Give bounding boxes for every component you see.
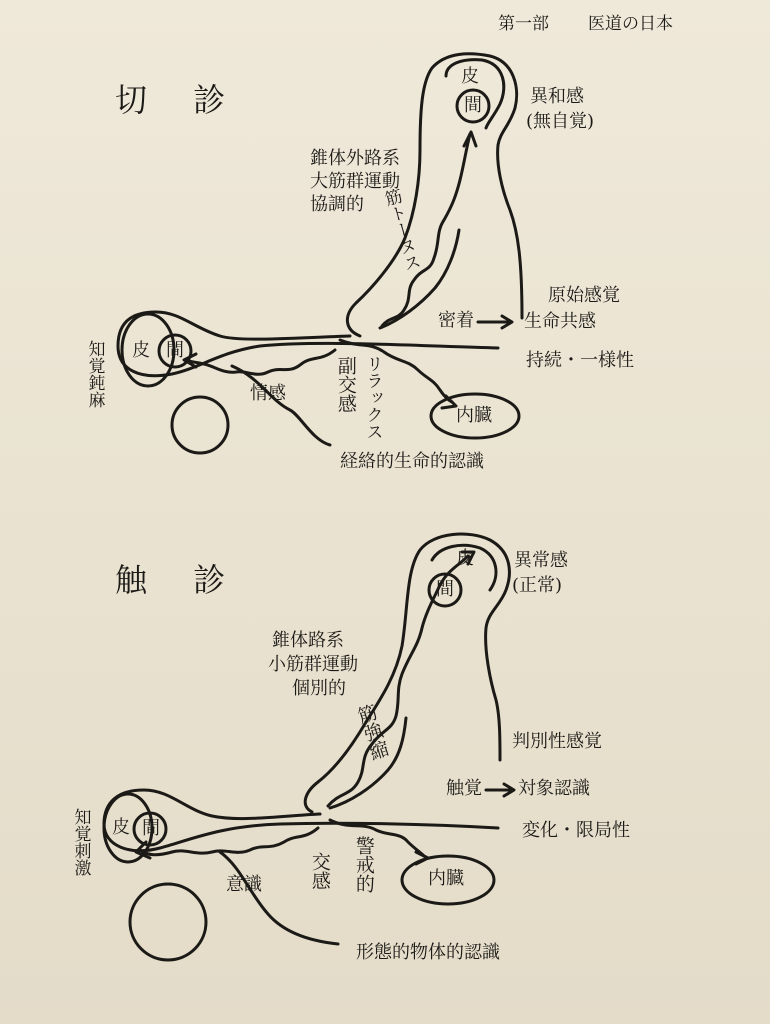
- diagram2-skin-left: 皮: [112, 817, 130, 838]
- diagram1-gap-left: 間: [166, 340, 184, 361]
- diagram1-perception: 知覚鈍麻: [84, 340, 105, 408]
- diagram1-primitive-sense: 原始感覚: [548, 285, 620, 306]
- diagram1-motor-1: 錐体外路系: [310, 148, 400, 169]
- diagram1-viscera: 内臓: [456, 405, 492, 426]
- diagram1-motor-3: 協調的: [310, 194, 364, 215]
- diagram2-object-recognition: 対象認識: [518, 778, 590, 799]
- diagram2-gap-top: 間: [436, 579, 454, 600]
- diagram1-parasympathetic: 副交感: [334, 356, 357, 413]
- diagram2-vigilance: 警戒的: [352, 836, 375, 893]
- diagram2-recognition: 形態的物体的認識: [356, 942, 500, 963]
- diagram2-sympathetic: 交感: [308, 852, 331, 890]
- diagram1-big-circle: [172, 397, 228, 453]
- diagram1-continuity: 持続・一様性: [526, 350, 634, 371]
- diagram1-motor-2: 大筋群運動: [310, 171, 400, 192]
- diagram1-recognition: 経絡的生命的認識: [340, 451, 484, 472]
- diagram2-feeling-2: (正常): [512, 575, 563, 596]
- diagram2-skin-top: 皮: [456, 548, 474, 569]
- diagram2-muscle-contraction: 筋強縮: [352, 701, 392, 763]
- diagram1-lower-outline: [232, 366, 330, 445]
- diagram2-change: 変化・限局性: [522, 820, 630, 841]
- header-title: 医道の日本: [588, 14, 673, 34]
- diagram1-skin-top: 皮: [461, 66, 479, 87]
- diagram1-feeling-1: 異和感: [530, 86, 584, 107]
- diagram2-big-circle: [130, 884, 206, 960]
- diagram1-gap-top: 間: [464, 95, 482, 116]
- diagram1-feeling-2: (無自覚): [526, 111, 595, 132]
- diagram2-consciousness: 意識: [226, 874, 262, 895]
- diagram1-body-outline: [347, 54, 522, 336]
- diagram2-touch: 触覚: [446, 778, 482, 799]
- diagram1-muscle-tonus: 筋トーヌス: [379, 186, 422, 274]
- diagram2-motor-3: 個別的: [292, 678, 346, 699]
- diagram2-feeling-1: 異常感: [514, 550, 568, 571]
- diagram2-motor-2: 小筋群運動: [268, 654, 358, 675]
- diagram1-title: 切 診: [115, 81, 244, 119]
- diagram2-title: 触 診: [115, 561, 244, 599]
- diagram1-life-sympathy: 生命共感: [524, 311, 596, 332]
- header-part: 第一部: [498, 14, 549, 34]
- diagram1-emotion: 情感: [250, 383, 286, 404]
- diagram2-perception: 知覚刺激: [70, 808, 91, 876]
- diagram1-adhesion: 密着: [438, 310, 474, 331]
- diagram2-gap-left: 間: [142, 818, 160, 839]
- diagram1-relax: リラックス: [362, 355, 383, 440]
- diagram2-motor-1: 錐体路系: [272, 630, 344, 651]
- diagram1-skin-left: 皮: [132, 340, 150, 361]
- diagram2-discriminative: 判別性感覚: [512, 731, 602, 752]
- diagram2-viscera: 内臓: [428, 868, 464, 889]
